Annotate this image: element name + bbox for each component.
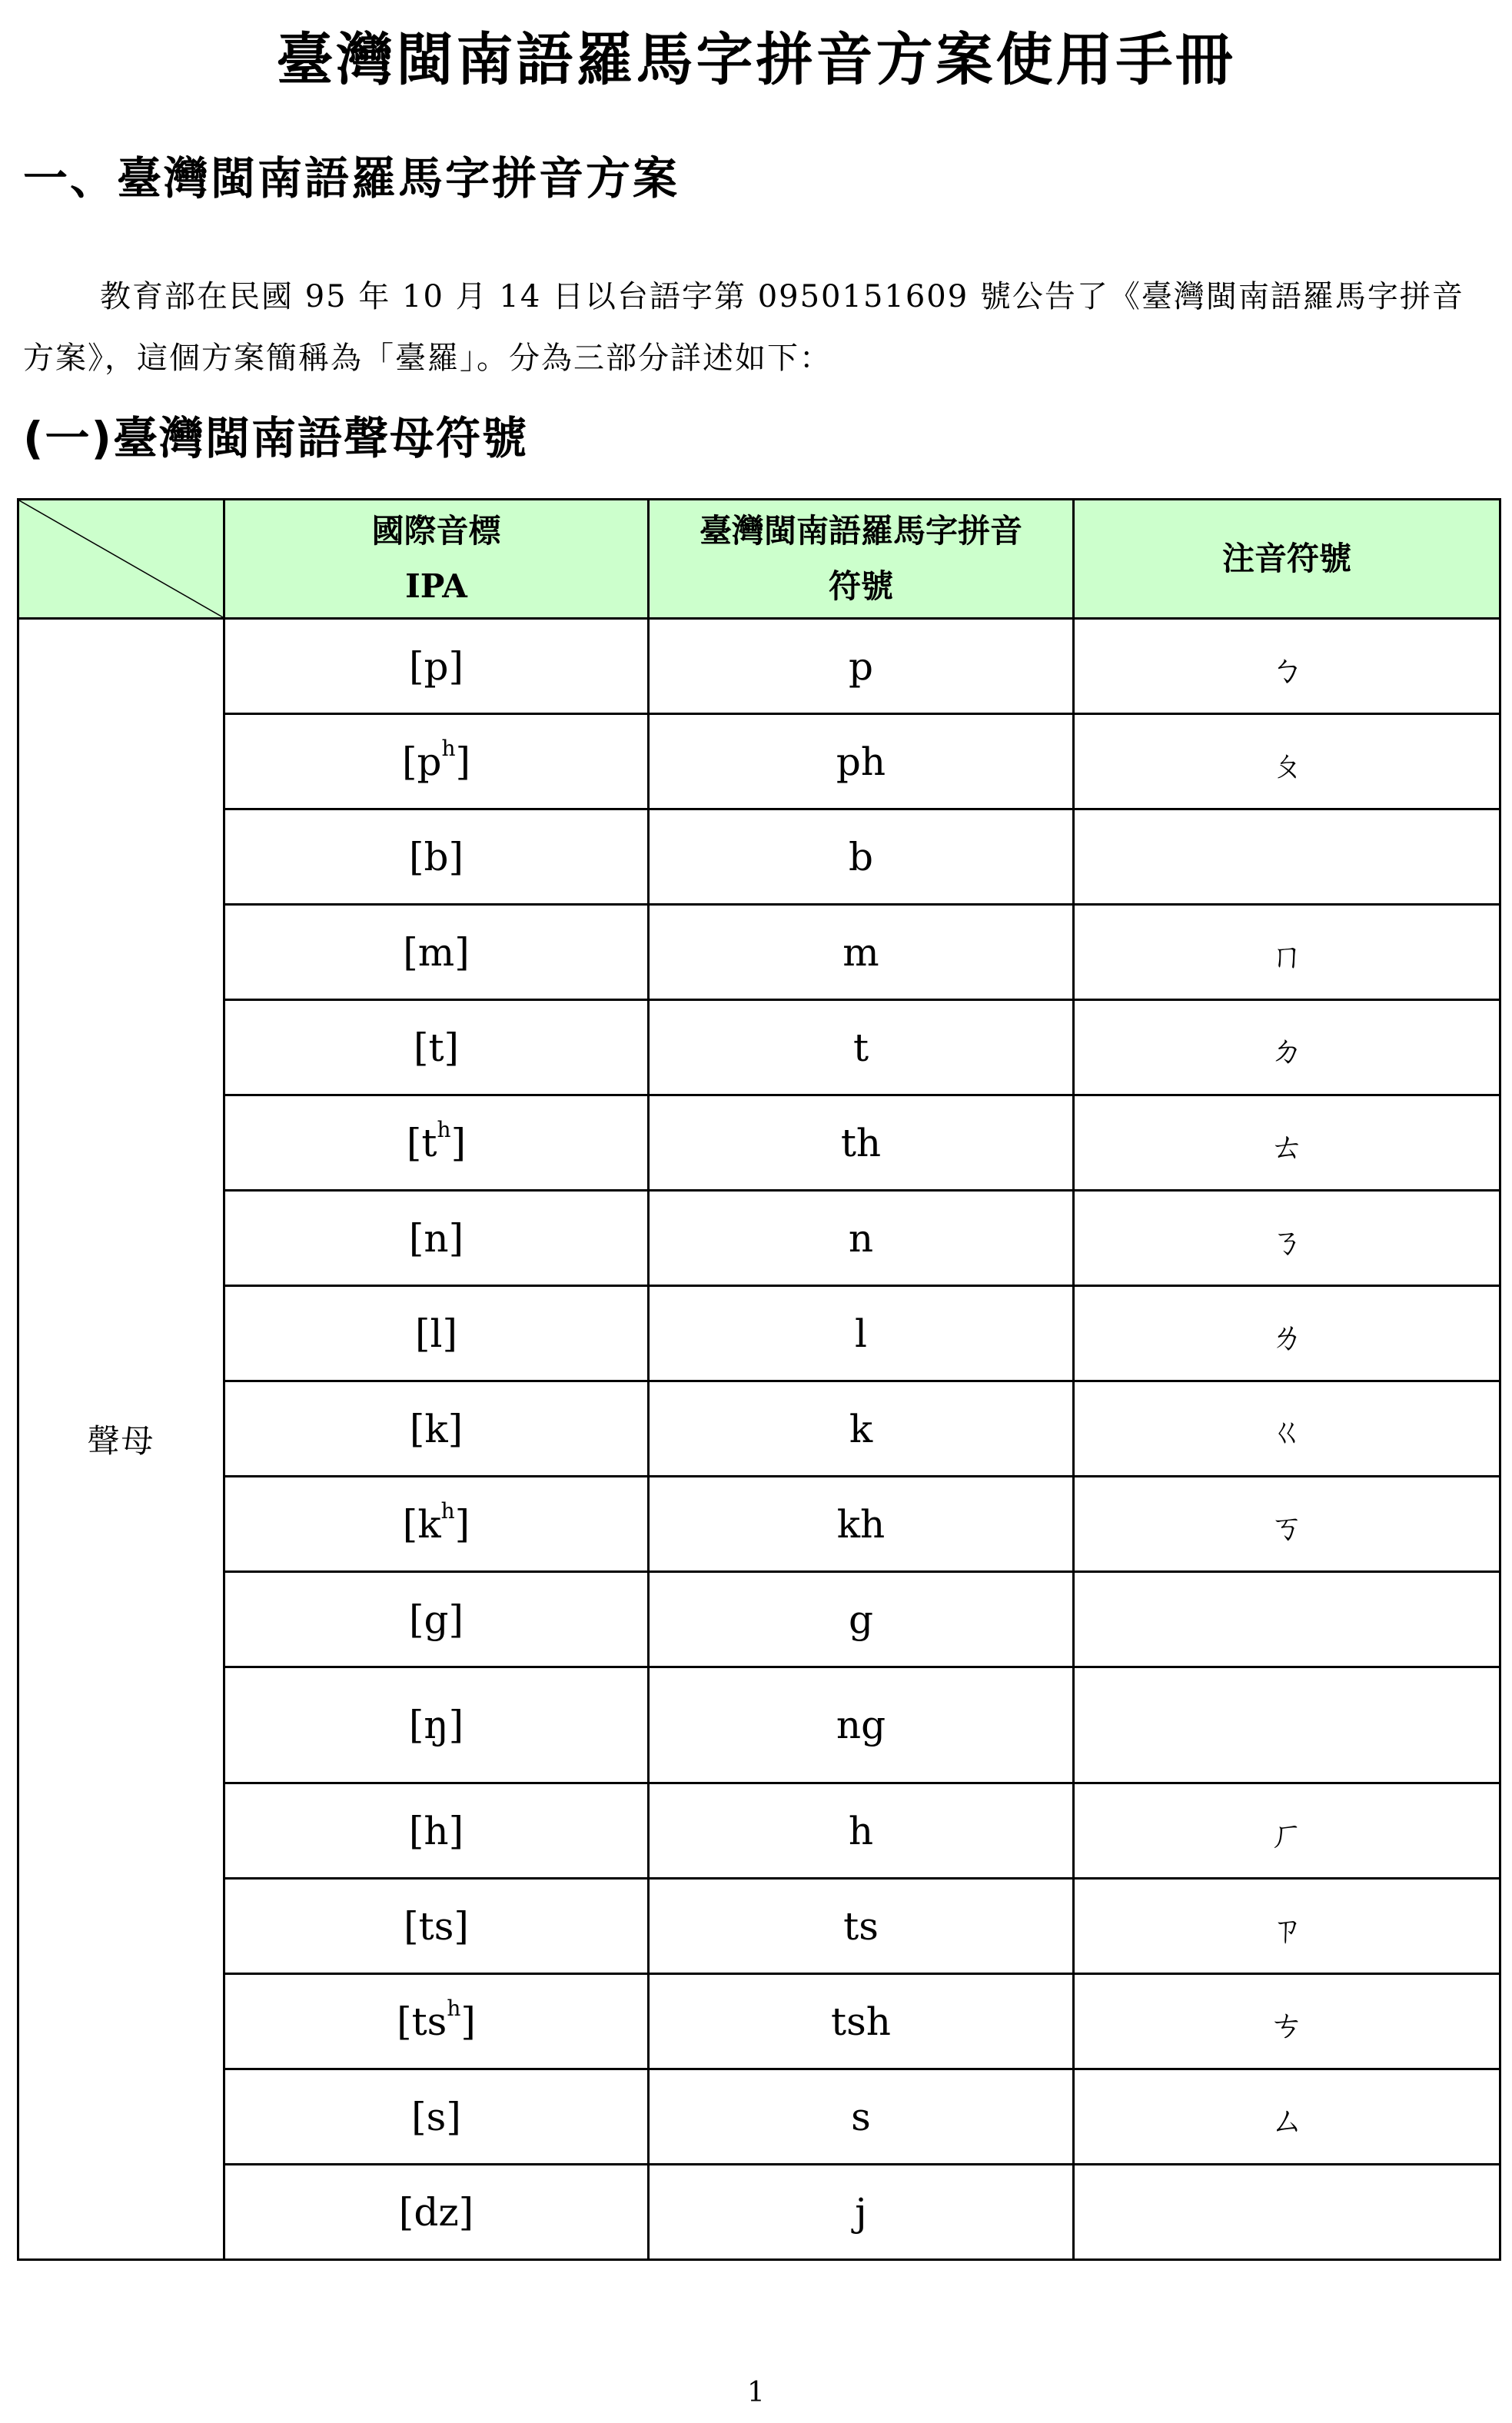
ipa-cell: [n] (224, 1191, 649, 1286)
ipa-base: b (424, 834, 449, 879)
table-row (18, 809, 1500, 905)
table-header-row (18, 500, 1500, 619)
tailo-cell: n (649, 1191, 1074, 1286)
table-row (18, 1000, 1500, 1095)
header-ipa (224, 500, 649, 619)
zhuyin-cell (1074, 1572, 1500, 1667)
tailo-cell: k (649, 1381, 1074, 1477)
ipa-aspiration-mark: h (437, 1116, 451, 1142)
tailo-cell: ph (649, 714, 1074, 809)
tailo-cell: kh (649, 1477, 1074, 1572)
ipa-cell: [b] (224, 809, 649, 905)
zhuyin-cell: ㄋ (1074, 1191, 1500, 1286)
header-ipa-line2: IPA (405, 567, 467, 605)
table-row (18, 1572, 1500, 1667)
diagonal-line (19, 500, 223, 617)
ipa-base: t (421, 1120, 437, 1165)
zhuyin-cell: ㄆ (1074, 714, 1500, 809)
group-label-cell: 聲母 (18, 619, 224, 2260)
ipa-base: k (424, 1406, 448, 1451)
table-row (18, 1667, 1500, 1783)
tailo-cell: m (649, 905, 1074, 1000)
header-ipa-line1: 國際音標 (371, 512, 501, 550)
ipa-cell: $[t^h]$ (224, 1095, 649, 1191)
ipa-base: p (417, 739, 442, 784)
tailo-cell: ng (649, 1667, 1074, 1783)
table-row (18, 1477, 1500, 1572)
zhuyin-cell: ㄍ (1074, 1381, 1500, 1477)
table-row (18, 2069, 1500, 2165)
tailo-cell: ts (649, 1879, 1074, 1974)
zhuyin-cell: ㄊ (1074, 1095, 1500, 1191)
ipa-base: l (430, 1311, 443, 1356)
page-number: 1 (747, 2377, 765, 2408)
ipa-cell: [t] (224, 1000, 649, 1095)
ipa-aspiration-mark: h (441, 735, 456, 761)
ipa-cell: [ts] (224, 1879, 649, 1974)
zhuyin-cell: ㄉ (1074, 1000, 1500, 1095)
ipa-cell: [s] (224, 2069, 649, 2165)
sub-heading: (一)臺灣閩南語聲母符號 (23, 412, 529, 464)
tailo-cell: l (649, 1286, 1074, 1381)
tailo-cell: j (649, 2165, 1074, 2260)
ipa-cell: [l] (224, 1286, 649, 1381)
zhuyin-cell: ㄎ (1074, 1477, 1500, 1572)
ipa-cell: [p] (224, 619, 649, 714)
ipa-base: s (426, 2094, 447, 2139)
ipa-base: m (417, 929, 455, 975)
ipa-cell: [dz] (224, 2165, 649, 2260)
ipa-base: k (417, 1501, 441, 1547)
header-zhuyin: 注音符號 (1074, 500, 1500, 619)
table-row (18, 1783, 1500, 1879)
zhuyin-cell (1074, 2165, 1500, 2260)
zhuyin-cell (1074, 809, 1500, 905)
header-tailo (649, 500, 1074, 619)
intro-paragraph: 教育部在民國 95 年 10 月 14 日以台語字第 0950151609 號公告了《臺灣閩南語羅馬字拼音方案》，這個方案簡稱為「臺羅」。分為三部分詳述如下： (23, 279, 1464, 376)
table-row (18, 905, 1500, 1000)
ipa-aspiration-mark: h (440, 1497, 455, 1524)
table-row (18, 1879, 1500, 1974)
ipa-base: g (424, 1597, 449, 1642)
tailo-cell: h (649, 1783, 1074, 1879)
ipa-base: dz (414, 2189, 459, 2235)
ipa-cell: [h] (224, 1783, 649, 1879)
tailo-cell: b (649, 809, 1074, 905)
table-row (18, 1191, 1500, 1286)
ipa-base: ŋ (424, 1703, 449, 1747)
table-row (18, 714, 1500, 809)
ipa-cell: [k] (224, 1381, 649, 1477)
zhuyin-cell: ㄏ (1074, 1783, 1500, 1879)
header-corner-cell (18, 500, 224, 619)
ipa-cell: [m] (224, 905, 649, 1000)
ipa-base: ts (411, 1999, 447, 2044)
ipa-aspiration-mark: h (447, 1995, 461, 2021)
zhuyin-cell: ㄙ (1074, 2069, 1500, 2165)
tailo-cell: t (649, 1000, 1074, 1095)
ipa-base: n (424, 1215, 449, 1261)
tailo-cell: s (649, 2069, 1074, 2165)
zhuyin-cell: ㄘ (1074, 1974, 1500, 2069)
zhuyin-cell: ㄅ (1074, 619, 1500, 714)
table-body (18, 619, 1500, 2260)
table-row (18, 1381, 1500, 1477)
tailo-cell: p (649, 619, 1074, 714)
table-row (18, 619, 1500, 714)
ipa-base: h (424, 1808, 449, 1853)
zhuyin-cell: ㄗ (1074, 1879, 1500, 1974)
table-row (18, 2165, 1500, 2260)
zhuyin-cell: ㄌ (1074, 1286, 1500, 1381)
header-tailo-line1: 臺灣閩南語羅馬字拼音 (699, 512, 1022, 550)
zhuyin-cell (1074, 1667, 1500, 1783)
table-row (18, 1286, 1500, 1381)
tailo-cell: tsh (649, 1974, 1074, 2069)
ipa-cell: [ŋ] (224, 1667, 649, 1783)
tailo-cell: th (649, 1095, 1074, 1191)
ipa-cell: $[k^h]$ (224, 1477, 649, 1572)
initials-table (17, 498, 1501, 2261)
ipa-base: ts (418, 1903, 454, 1949)
page-title: 臺灣閩南語羅馬字拼音方案使用手冊 (276, 27, 1236, 93)
table-row (18, 1974, 1500, 2069)
table-row (18, 1095, 1500, 1191)
header-tailo-line2: 符號 (828, 567, 893, 605)
ipa-cell: $[ts^h]$ (224, 1974, 649, 2069)
tailo-cell: g (649, 1572, 1074, 1667)
ipa-cell: $[p^h]$ (224, 714, 649, 809)
zhuyin-cell: ㄇ (1074, 905, 1500, 1000)
ipa-cell: [g] (224, 1572, 649, 1667)
ipa-base: p (424, 643, 449, 689)
ipa-base: t (428, 1025, 444, 1070)
section-heading: 一、臺灣閩南語羅馬字拼音方案 (23, 152, 680, 204)
